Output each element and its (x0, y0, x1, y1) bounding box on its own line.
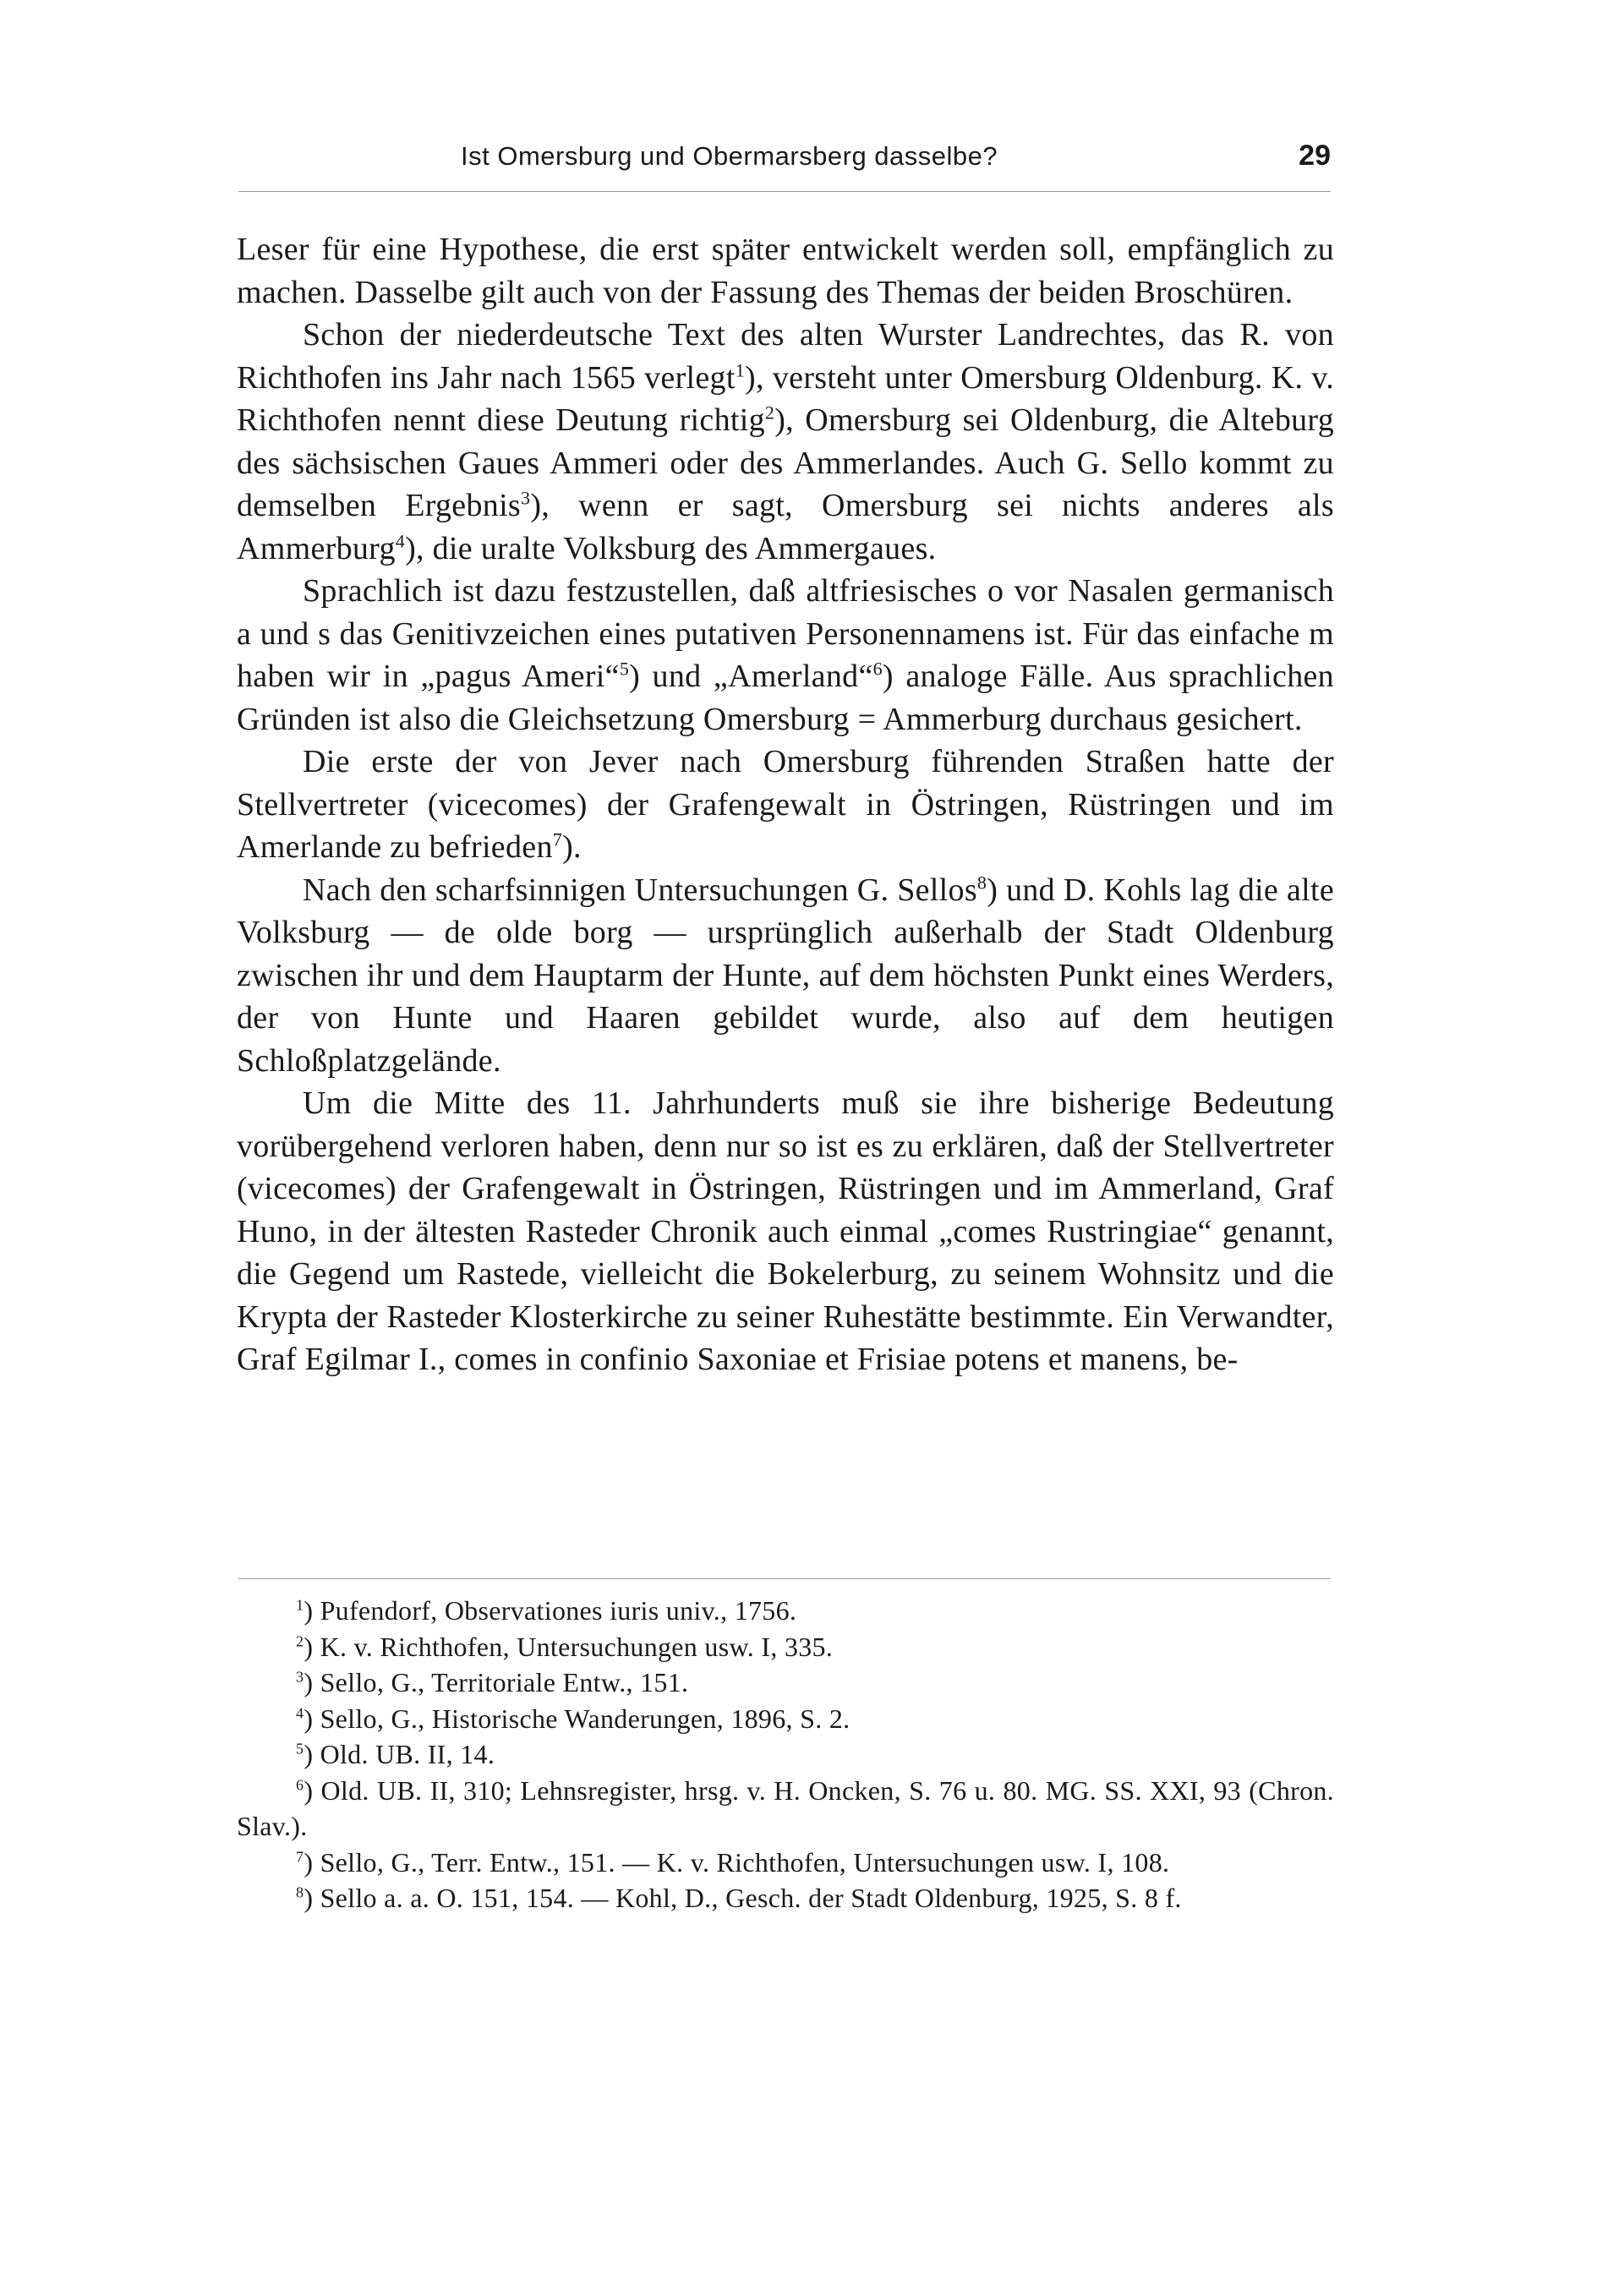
body-text (237, 228, 1334, 1381)
paragraph-2-part: Schon der niederdeutsche Text des alten Wurster Landrechtes, das R. von Richthofen ins Jahr nach 1565 verlegt (237, 317, 1334, 396)
footnote-ref-5[interactable]: 5 (619, 658, 630, 680)
footnote-5 (237, 1736, 1334, 1773)
footnote-ref-7[interactable]: 7 (552, 828, 563, 850)
footnote-text: ) Sello a. a. O. 151, 154. — Kohl, D., Gesch. der Stadt Oldenburg, 1925, S. 8 f. (304, 1883, 1182, 1913)
footnote-6 (237, 1773, 1334, 1845)
paragraph-6-text: Um die Mitte des 11. Jahrhunderts muß sie ihre bisherige Bedeutung vorübergehend verloren haben, denn nur so ist es zu erklären, daß der Stellvertreter (vicecomes) der Grafengewalt in Östringen, Rüstringen und im Ammerland, Graf Huno, in der ältesten Rasteder Chronik auch einmal „comes Rustringiae“ genannt, die Gegend um Rastede, vielleicht die Bokelerburg, zu seinem Wohnsitz und die Krypta der Rasteder Klosterkirche zu seiner Ruhestätte bestimmte. Ein Verwandter, Graf Egilmar I., comes in confinio Saxoniae et Frisiae potens et manens, be- (237, 1085, 1334, 1377)
footnote-text: ) Sello, G., Terr. Entw., 151. — K. v. Richthofen, Untersuchungen usw. I, 108. (304, 1846, 1170, 1878)
footnote-7 (237, 1845, 1334, 1881)
running-head (238, 139, 1331, 185)
paragraph-3 (237, 570, 1334, 741)
footnote-text: ) Old. UB. II, 14. (304, 1739, 495, 1769)
footnote-mark: 4 (296, 1703, 304, 1721)
paragraph-4-part: Die erste der von Jever nach Omersburg führenden Straßen hatte der Stellvertreter (vicecomes) der Grafengewalt in Östringen, Rüstringen und im Amerlande zu befrieden (237, 744, 1334, 865)
footnote-text: ) Pufendorf, Observationes iuris univ., 1756. (304, 1595, 797, 1626)
footnote-4 (237, 1701, 1334, 1737)
footnote-ref-1[interactable]: 1 (735, 358, 746, 380)
paragraph-2-part: ), wenn er sagt, Omersburg sei nichts anderes als Ammerburg (237, 488, 1334, 566)
footnote-mark: 8 (296, 1883, 304, 1901)
footnote-mark: 1 (296, 1596, 304, 1614)
footnote-2 (237, 1629, 1334, 1665)
footnote-8 (237, 1880, 1334, 1916)
footnote-text: ) Sello, G., Historische Wanderungen, 1896, S. 2. (304, 1703, 850, 1734)
paragraph-5-part: Nach den scharfsinnigen Untersuchungen G. Sellos (303, 872, 977, 908)
footnote-1 (237, 1593, 1334, 1629)
footnote-ref-4[interactable]: 4 (395, 529, 406, 551)
footnote-mark: 3 (296, 1668, 304, 1686)
footnote-text: ) K. v. Richthofen, Untersuchungen usw. I, 335. (304, 1631, 834, 1662)
paragraph-1 (237, 228, 1334, 314)
footnote-mark: 7 (296, 1847, 304, 1865)
paragraph-6 (237, 1082, 1334, 1381)
paragraph-5-part: ) und D. Kohls lag die alte Volksburg — de olde borg — ursprünglich außerhalb der Stadt Oldenburg zwischen ihr und dem Hauptarm der Hunte, auf dem höchsten Punkt eines Werders, der von Hunte und Haaren gebildet wurde, also auf dem heutigen Schloßplatzgelände. (237, 872, 1334, 1079)
page-number: 29 (1299, 139, 1331, 172)
paragraph-2 (237, 314, 1334, 570)
paragraph-5 (237, 869, 1334, 1083)
footnote-ref-3[interactable]: 3 (521, 487, 531, 509)
footnote-rule (238, 1578, 1331, 1579)
footnote-mark: 2 (296, 1632, 304, 1649)
header-rule (238, 191, 1331, 192)
paragraph-4 (237, 741, 1334, 869)
footnote-text: ) Sello, G., Territoriale Entw., 151. (304, 1667, 689, 1697)
paragraph-3-part: ) analoge Fälle. Aus sprachlichen Gründen ist also die Gleichsetzung Omersburg = Ammerburg durchaus gesichert. (237, 659, 1334, 737)
footnote-text: ) Old. UB. II, 310; Lehnsregister, hrsg. v. H. Oncken, S. 76 u. 80. MG. SS. XXI, 93 (Chron. Slav.). (237, 1774, 1334, 1841)
footnote-3 (237, 1665, 1334, 1701)
footnote-mark: 6 (296, 1775, 304, 1793)
paragraph-2-part: ), versteht unter Omersburg Oldenburg. K. v. Richthofen nennt diese Deutung richtig (237, 359, 1334, 438)
footnote-ref-2[interactable]: 2 (764, 402, 775, 424)
footnote-ref-6[interactable]: 6 (872, 658, 883, 680)
footnote-ref-8[interactable]: 8 (976, 871, 987, 893)
footnotes (237, 1593, 1334, 1916)
paragraph-3-part: Sprachlich ist dazu festzustellen, daß altfriesisches o vor Nasalen germanisch a und s das Genitivzeichen eines putativen Personennamens ist. Für das einfache m haben wir in „pagus Ameri“ (237, 573, 1334, 694)
paragraph-3-part: ) und „Amerland“ (629, 659, 873, 694)
paragraph-4-part: ). (562, 829, 582, 865)
footnote-mark: 5 (296, 1740, 304, 1758)
paragraph-2-part: ), Omersburg sei Oldenburg, die Alteburg des sächsischen Gaues Ammeri oder des Ammerlandes. Auch G. Sello kommt zu demselben Ergebnis (237, 402, 1334, 523)
paragraph-2-part: ), die uralte Volksburg des Ammergaues. (405, 530, 937, 566)
paragraph-1-text: Leser für eine Hypothese, die erst später entwickelt werden soll, empfänglich zu machen. Dasselbe gilt auch von der Fassung des Themas der beiden Broschüren. (237, 232, 1334, 310)
running-title: Ist Omersburg und Obermarsberg dasselbe? (461, 141, 998, 171)
